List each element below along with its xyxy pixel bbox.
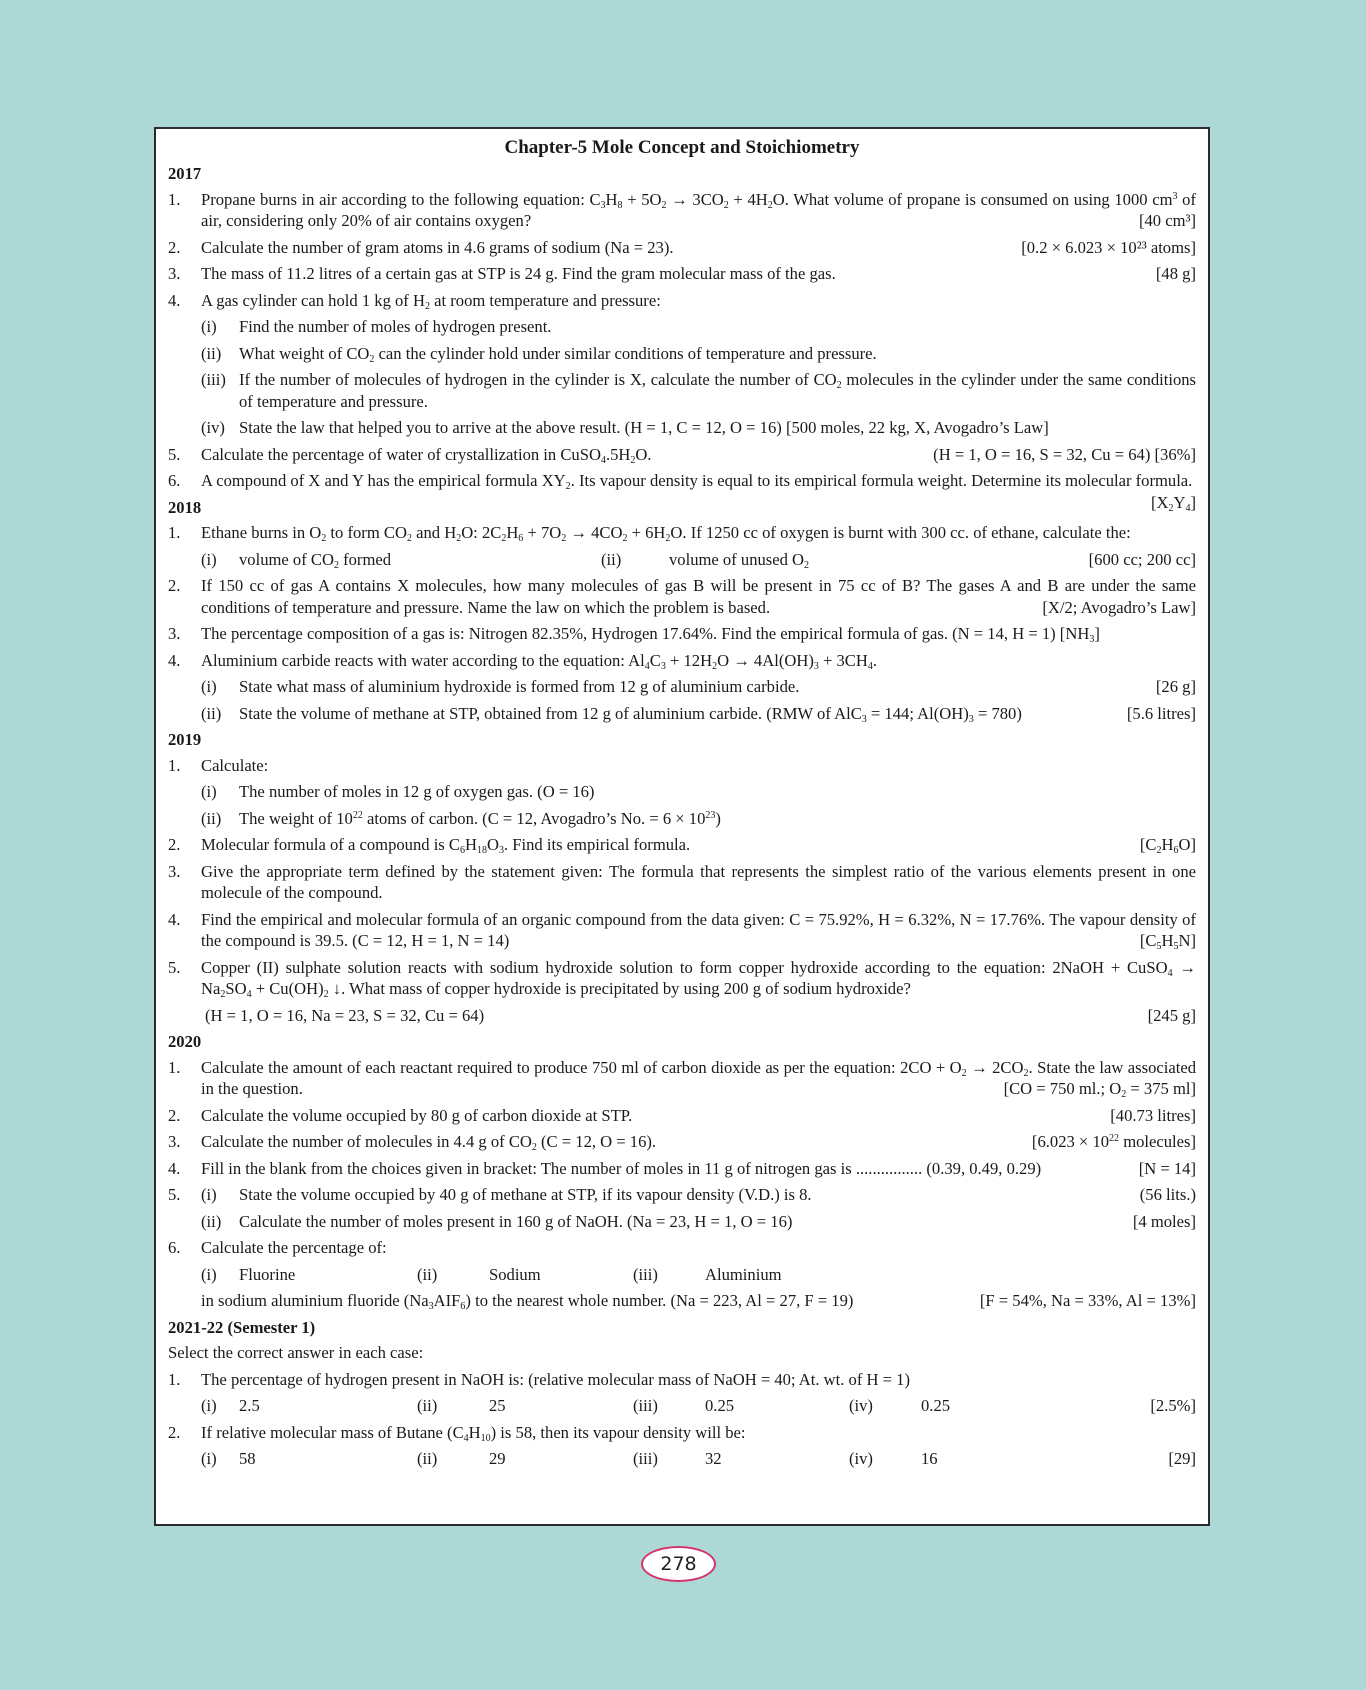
question-number: 5. [168,1185,181,1204]
options-2021-1 [168,1395,1196,1417]
question-number: 5. [168,444,181,464]
question-number: 4. [168,650,181,670]
question-number: 3. [168,1132,181,1151]
option-text: 0.25 [705,1396,735,1415]
subquestion-text: State the volume occupied by 40 g of methane at STP, if its vapour density (V.D.) is 8. [239,1185,812,1204]
question-number: 2. [168,576,181,595]
answer: [2.5%] [1150,1396,1196,1415]
question-number: 1. [168,523,181,542]
subquestion-2019-1-i [168,781,1196,803]
question-number: 5. [168,957,181,977]
option-text: 0.25 [921,1396,951,1415]
question-2019-3 [168,861,1196,904]
subquestion-number: (i) [201,677,217,696]
answer: $[X_2Y_4]$ [1150,492,1196,514]
question-text: Find the empirical and molecular formula of an organic compound from the data given: C = 75.92%, H = 6.32%, N = 17.76%. The vapour density of the compound is 39.5. (C = 12, H = 1, N = 14) [201,909,1196,950]
option [633,1264,849,1286]
question-number: 1. [168,189,181,209]
option-number: (i) [201,1264,217,1284]
question-number: 1. [168,755,181,775]
subquestion-text: Calculate the number of moles present in 160 g of NaOH. (Na = 23, H = 1, O = 16) [239,1211,793,1231]
subquestion-2020-5-ii [168,1211,1196,1233]
question-text: If 150 cc of gas A contains X molecules, how many molecules of gas B will be present in 75 cc of B? The gases A and B are under the same conditions of temperature and pressure. Name the law on which the problem is based. [201,576,1196,617]
option [417,1264,633,1286]
question-2020-2 [168,1105,1196,1127]
question-number: 2. [168,237,181,257]
question-2020-5 [168,1184,1196,1206]
option [417,1448,633,1470]
answer: [40 cm³] [1138,211,1196,230]
question-2019-1 [168,755,1196,777]
question-number: 3. [168,264,181,283]
instruction-text: Select the correct answer in each case: [168,1343,424,1362]
subquestion-2017-4-ii: (ii) What weight of $CO_2$ can the cylinder hold under similar conditions of temperature and pressure. [201,343,877,365]
option-text: Sodium [489,1264,541,1284]
option-text: 32 [705,1449,722,1468]
option [849,1448,1168,1470]
answer: (56 lits.) [1139,1185,1196,1204]
answer: [F = 54%, Na = 33%, Al = 13%] [979,1291,1196,1310]
option-text: 29 [489,1449,506,1468]
subquestion-number: (ii) [201,343,222,363]
subquestion-number: (i) [201,1185,217,1204]
option-text: 58 [239,1449,256,1468]
answer: $[C_5H_5N]$ [1139,931,1196,952]
question-2019-5-data [168,1005,1196,1027]
page-number: 278 [641,1546,716,1582]
subquestion-number: (i) [201,317,217,336]
question-2017-2 [168,237,1196,259]
question-number: 4. [168,1158,181,1178]
question-text: Calculate the percentage of: [201,1238,387,1257]
question-2018-1: 1. Ethane burns in $O_2$ to form $CO_2$ and $H_2O$: $2C_2H_6 + 7O_2 \to 4CO_2 + 6H_2O$. If 1250 cc of oxygen is burnt with 300 cc. of ethane, calculate the: [168,523,1131,544]
question-number: 2. [168,1422,181,1442]
question-2020-3: 3. [$6.023 \times 10^{22}$ molecules] Calculate the number of molecules in 4.4 g of $CO_2$ (C = 12, O = 16). [168,1132,1196,1153]
question-text: Calculate the number of gram atoms in 4.6 grams of sodium (Na = 23). [201,237,674,257]
answer: [245 g] [1147,1005,1196,1025]
answer: [X/2; Avogadro’s Law] [1042,597,1196,617]
question-text: Fill in the blank from the choices given in bracket: The number of moles in 11 g of nitrogen gas is ................ (0.39, 0.49, 0.29) [201,1158,1042,1178]
answer: [48 g] [1155,264,1196,283]
question-text: Give the appropriate term defined by the statement given: The formula that represents the simplest ratio of the various elements present in one molecule of the compound. [201,861,1196,902]
question-number: 1. [168,1369,181,1389]
subquestion-2017-4-iv [168,417,1196,439]
subquestion-text: Find the number of moles of hydrogen present. [239,317,552,336]
question-number: 2. [168,1105,181,1125]
option [201,1264,417,1286]
question-2019-5: 5. Copper (II) sulphate solution reacts with sodium hydroxide solution to form copper hydroxide according to the equation: 2NaOH + CuSO$_4$ → $Na_2SO_4 + Cu(OH)_2$ ↓. What mass of copper hydroxide is precipitated by using 200 g of sodium hydroxide? [168,957,1196,1000]
question-2020-4 [168,1158,1196,1180]
question-number: 2. [168,835,181,854]
option-number: (i) [201,1396,217,1415]
question-2017-6: 6. A compound of X and Y has the empirical formula $XY_2$. Its vapour density is equal to its empirical formula weight. Determine its molecular formula. $[X_2Y_4]$ [168,471,1196,514]
year-heading-2018: 2018 [168,497,202,517]
answer: [40.73 litres] [1110,1105,1196,1125]
question-number: 3. [168,861,181,881]
question-page [154,127,1210,1526]
subquestion-text: The number of moles in 12 g of oxygen gas. (O = 16) [239,782,595,801]
option-number: (iv) [849,1396,873,1415]
question-2020-6-continuation: [F = 54%, Na = 33%, Al = 13%] in sodium aluminium fluoride $(Na_3AIF_6)$ to the nearest whole number. (Na = 223, Al = 27, F = 19) [201,1291,1196,1312]
question-2018-2 [168,575,1196,618]
question-2017-5: 5. (H = 1, O = 16, S = 32, Cu = 64) [36%] Calculate the percentage of water of crystallization in $CuSO_4.5H_2O$. [168,444,1196,466]
question-2021-2: 2. If relative molecular mass of Butane $(C_4H_{10})$ is 58, then its vapour density will be: [168,1422,746,1444]
answer: [600 cc; 200 cc] [1088,549,1196,569]
answer: [5.6 litres] [1126,703,1196,723]
question-2021-1 [168,1369,1196,1391]
question-number: 4. [168,290,181,310]
question-2017-4: 4. A gas cylinder can hold 1 kg of $H_2$ at room temperature and pressure: [168,290,661,312]
subquestion-2018-4-ii: (ii) [5.6 litres] State the volume of methane at STP, obtained from 12 g of aluminium carbide. (RMW of AlC$_3$ = 144; $Al(OH)_3 = 780$) [201,703,1196,725]
option-text: Aluminium [705,1264,782,1284]
subquestion-number: (i) [201,782,217,801]
option [201,1448,417,1470]
option-number: (i) [201,549,217,569]
question-2017-1: 1. Propane burns in air according to the following equation: $C_3H_8 + 5O_2 \to 3CO_2 + 4H_2O$. What volume of propane is consumed on using 1000 $cm^3$ of air, considering only 20% of air contains oxygen? [40 cm³] [168,189,1196,230]
question-2018-3: 3. The percentage composition of a gas is: Nitrogen 82.35%, Hydrogen 17.64%. Find the empirical formula of gas. (N = 14, H = 1) $[NH_3]$ [168,624,1100,645]
option-number: (iv) [849,1449,873,1468]
question-number: 1. [168,1057,181,1077]
question-number: 3. [168,624,181,643]
subquestion-number: (iii) [201,370,226,389]
option-number: (iii) [633,1264,658,1284]
option-text: 25 [489,1396,506,1415]
year-heading-2019: 2019 [168,730,202,749]
answer: [N = 14] [1138,1158,1196,1178]
option [601,549,809,571]
question-2017-3 [168,263,1196,285]
subquestion-text: State what mass of aluminium hydroxide is formed from 12 g of aluminium carbide. [239,677,800,696]
option [201,549,601,571]
subquestion-number: (iv) [201,418,225,437]
options-2020-6 [168,1264,1196,1286]
atomic-masses: (H = 1, O = 16, Na = 23, S = 32, Cu = 64) [205,1005,485,1025]
option-number: (iii) [633,1396,658,1415]
answer: [0.2 × 6.023 × 10²³ atoms] [1021,237,1196,257]
subquestion-number: (ii) [201,808,222,828]
answer: $[C_2H_6O]$ [1139,835,1196,856]
option [633,1448,849,1470]
option [201,1395,417,1417]
option-number: (ii) [417,1264,438,1284]
option-number: (ii) [417,1396,438,1415]
subquestion-2019-1-ii: (ii) The weight of $10^{22}$ atoms of carbon. (C = 12, Avogadro’s No. = $6 \times 10^{23}$) [201,808,721,828]
question-number: 6. [168,1238,181,1257]
answer: [26 g] [1155,677,1196,696]
answer: [CO = 750 ml.; $O_2 = 375$ ml] [1003,1079,1196,1100]
option [849,1395,1150,1417]
chapter-title: Chapter-5 Mole Concept and Stoichiometry [504,137,860,158]
option-number: (ii) [417,1449,438,1468]
subquestion-number: (ii) [201,703,222,723]
answer: [$6.023 \times 10^{22}$ molecules] [1031,1132,1196,1151]
question-2020-6 [168,1237,1196,1259]
answer: (H = 1, O = 16, S = 32, Cu = 64) [36%] [933,444,1196,464]
question-2020-1: 1. Calculate the amount of each reactant required to produce 750 ml of carbon dioxide as per the equation: $2CO + O_2 \to 2CO_2$. State the law associated in the question. [CO = 750 ml.; $O_2 = 375$ ml] [168,1057,1196,1100]
year-heading-2020: 2020 [168,1032,202,1051]
option [633,1395,849,1417]
year-heading-2017: 2017 [168,164,202,183]
option-text: volume of $CO_2$ formed [239,549,392,571]
question-number: 6. [168,471,181,490]
question-text: The mass of 11.2 litres of a certain gas at STP is 24 g. Find the gram molecular mass of the gas. [201,264,836,283]
question-text: Calculate: [201,755,269,775]
option-number: (i) [201,1449,217,1468]
option [417,1395,633,1417]
option-number: (iii) [633,1449,658,1468]
option-text: volume of unused $O_2$ [669,549,810,571]
question-text: The percentage of hydrogen present in NaOH is: (relative molecular mass of NaOH = 40; At. wt. of H = 1) [201,1369,910,1389]
answer: [29] [1168,1449,1196,1468]
option-number: (ii) [601,549,622,569]
option-text: 2.5 [239,1396,260,1415]
subquestion-number: (ii) [201,1211,222,1231]
options-2018-1 [168,549,1196,571]
subquestion-2017-4-iii: (iii) If the number of molecules of hydrogen in the cylinder is X, calculate the number of $CO_2$ molecules in the cylinder under the same conditions of temperature and pressure. [201,370,1196,411]
subquestion-text: State the law that helped you to arrive at the above result. (H = 1, C = 12, O = 16) [500 moles, 22 kg, X, Avogadro’s Law] [239,418,1049,437]
options-2021-2 [168,1448,1196,1470]
question-number: 4. [168,909,181,929]
subquestion-2018-4-i [168,676,1196,698]
answer: [4 moles] [1132,1211,1196,1231]
question-text: Calculate the volume occupied by 80 g of carbon dioxide at STP. [201,1105,633,1125]
option-text: 16 [921,1449,938,1468]
year-heading-2021-22: 2021-22 (Semester 1) [168,1317,316,1337]
option-text: Fluorine [239,1264,296,1284]
question-2019-4 [168,909,1196,952]
question-2019-2: 2. $[C_2H_6O]$ Molecular formula of a compound is $C_6H_{18}O_3$. Find its empirical formula. [168,835,1196,856]
subquestion-2017-4-i [168,316,1196,338]
question-2018-4: 4. Aluminium carbide reacts with water according to the equation: $Al_4C_3 + 12H_2O \to 4Al(OH)_3 + 3CH_4$. [168,650,878,672]
